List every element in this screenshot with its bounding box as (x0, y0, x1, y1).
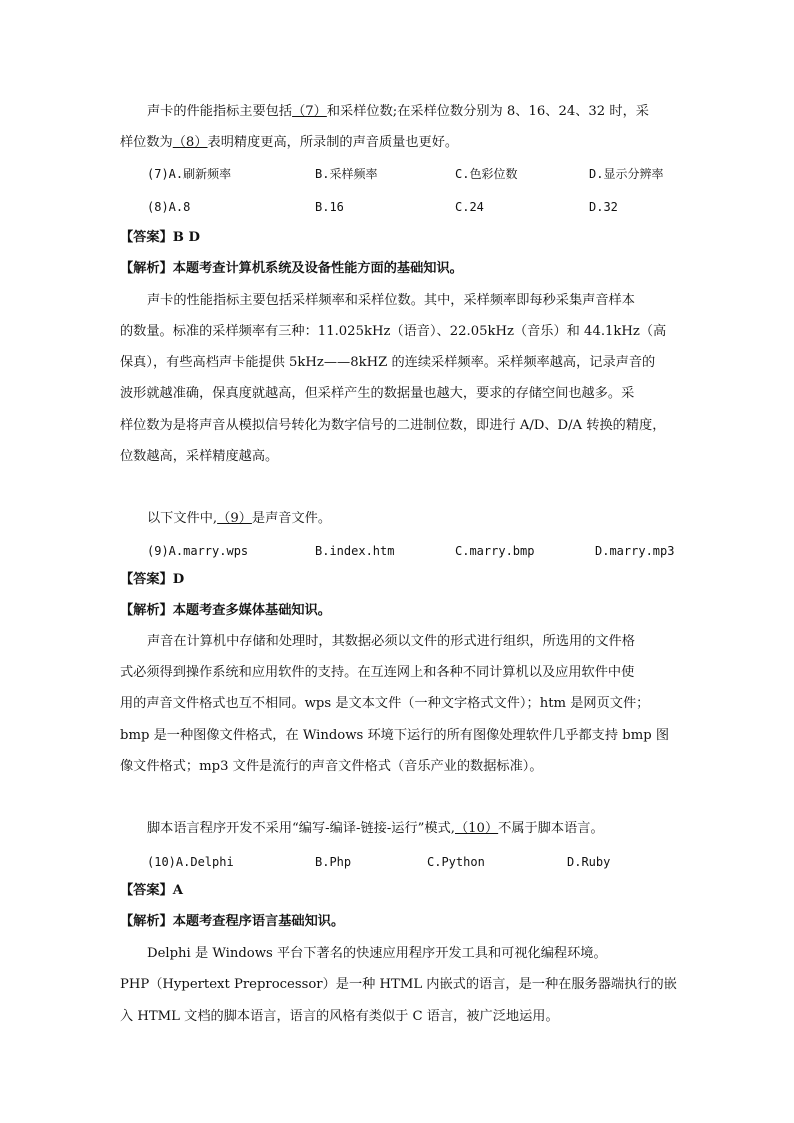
analysis-line: 入 HTML 文档的脚本语言，语言的风格有类似于 C 语言，被广泛地运用。 (120, 1009, 559, 1024)
analysis-line: 保真），有些高档声卡能提供 5kHz——8kHZ 的连续采样频率。采样频率越高，记录声音的 (120, 355, 656, 370)
analysis-line: 用的声音文件格式也互不相同。wps 是文本文件（一种文字格式文件）；htm 是网页文件； (120, 696, 650, 711)
analysis-line: 样位数为是将声音从模拟信号转化为数字信号的二进制位数，即进行 A/D、D/A 转换的精度， (120, 418, 666, 433)
q1-stem-text: 声卡的件能指标主要包括 (147, 104, 293, 119)
option-7d: D.显示分辨率 (589, 167, 664, 181)
q2-stem-line1 (147, 509, 331, 529)
q1-stem-line1 (147, 102, 649, 122)
q2-stem-text: 是声音文件。 (251, 511, 332, 526)
q3-stem-line1 (147, 819, 604, 839)
analysis-title: 【解析】本题考查多媒体基础知识。 (120, 603, 331, 618)
q1-stem-text: 样位数为 (120, 135, 173, 150)
analysis-line: 式必须得到操作系统和应用软件的支持。在互连网上和各种不同计算机以及应用软件中使 (120, 665, 635, 680)
option-9a: (9)A.marry.wps (147, 544, 249, 558)
q3-stem-text: 不属于脚本语言。 (498, 821, 604, 836)
analysis-line: 声音在计算机中存储和处理时，其数据必须以文件的形式进行组织，所选用的文件格 (147, 634, 635, 649)
blank-7: （7） (292, 104, 327, 119)
analysis-line: Delphi 是 Windows 平台下著名的快速应用程序开发工具和可视化编程环境。 (147, 946, 607, 961)
blank-8: （8） (172, 135, 208, 150)
option-9c: C.marry.bmp (455, 544, 535, 558)
option-10c: C.Python (427, 855, 485, 869)
q1-stem-line2 (120, 133, 458, 153)
analysis-line: 位数越高，采样精度越高。 (120, 449, 279, 464)
analysis-line: 波形就越准确，保真度就越高，但采样产生的数据量也越大，要求的存储空间也越多。采 (120, 386, 635, 401)
q2-stem-text: 以下文件中, (147, 511, 218, 526)
q3-stem-text: 脚本语言程序开发不采用“编写-编译-链接-运行”模式, (147, 821, 455, 836)
analysis-line: 的数量。标准的采样频率有三种：11.025kHz（语音）、22.05kHz（音乐）和 44.1kHz（高 (120, 324, 667, 339)
blank-10: （10） (454, 821, 499, 836)
option-8a: (8)A.8 (147, 200, 191, 214)
option-7c: C.色彩位数 (455, 167, 518, 181)
option-8b: B.16 (315, 200, 344, 214)
answer-label: 【答案】D (120, 572, 185, 587)
option-7b: B.采样频率 (315, 167, 378, 181)
blank-9: （9） (217, 511, 252, 526)
analysis-line: 声卡的性能指标主要包括采样频率和采样位数。其中，采样频率即每秒采集声音样本 (147, 293, 635, 308)
answer-label: 【答案】A (120, 883, 183, 898)
analysis-line: 像文件格式；mp3 文件是流行的声音文件格式（音乐产业的数据标准）。 (120, 759, 543, 774)
q1-stem-text: 和采样位数;在采样位数分别为 8、16、24、32 时，采 (326, 104, 649, 119)
analysis-line: bmp 是一种图像文件格式，在 Windows 环境下运行的所有图像处理软件几乎都支持 bmp 图 (120, 728, 670, 743)
analysis-title: 【解析】本题考查计算机系统及设备性能方面的基础知识。 (120, 261, 463, 276)
option-7a: (7)A.刷新频率 (147, 167, 232, 181)
option-10a: (10)A.Delphi (147, 855, 234, 869)
option-8d: D.32 (589, 200, 618, 214)
answer-label: 【答案】B D (120, 230, 200, 245)
q1-stem-text: 表明精度更高，所录制的声音质量也更好。 (207, 135, 459, 150)
option-10b: B.Php (315, 855, 352, 869)
analysis-title: 【解析】本题考查程序语言基础知识。 (120, 914, 345, 929)
option-9b: B.index.htm (315, 544, 395, 558)
option-9d: D.marry.mp3 (595, 544, 675, 558)
analysis-line: PHP（Hypertext Preprocessor）是一种 HTML 内嵌式的语言，是一种在服务器端执行的嵌 (120, 977, 677, 992)
option-10d: D.Ruby (567, 855, 611, 869)
option-8c: C.24 (455, 200, 484, 214)
